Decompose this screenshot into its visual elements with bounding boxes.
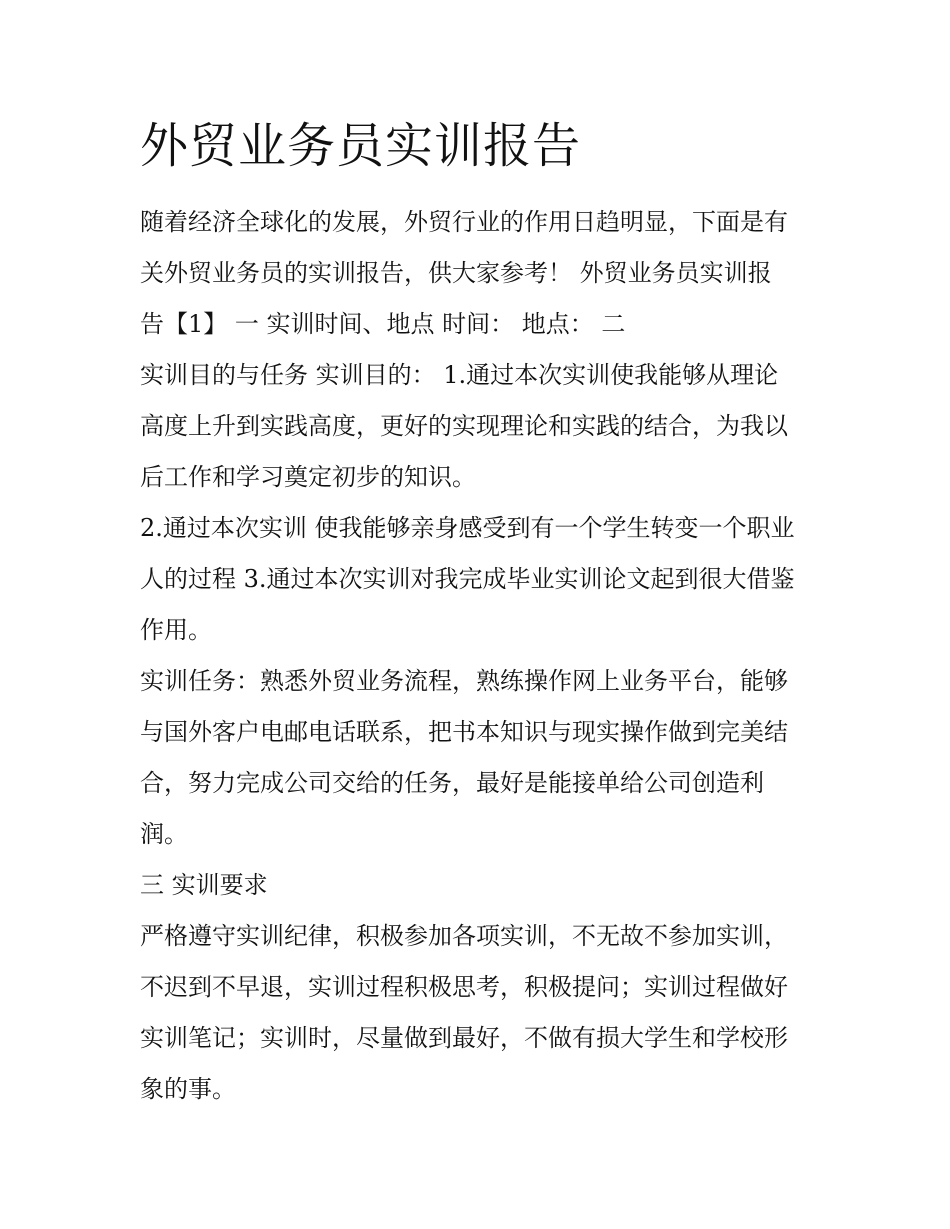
paragraph-line: 实训笔记；实训时，尽量做到最好，不做有损大学生和学校形 bbox=[140, 1024, 788, 1052]
paragraph-line: 严格遵守实训纪律，积极参加各项实训，不无故不参加实训， bbox=[140, 922, 788, 950]
section-heading-requirements bbox=[140, 860, 820, 911]
paragraph-requirements bbox=[140, 911, 820, 1115]
paragraph-line: 实训任务：熟悉外贸业务流程，熟练操作网上业务平台，能够 bbox=[140, 667, 788, 695]
paragraph-line: 告【1】 一 实训时间、地点 时间： 地点： 二 bbox=[140, 310, 626, 338]
paragraph-intro bbox=[140, 197, 820, 350]
paragraph-line: 2.通过本次实训 使我能够亲身感受到有一个学生转变一个职业 bbox=[140, 514, 795, 542]
paragraph-line: 作用。 bbox=[140, 616, 212, 644]
paragraph-line: 人的过程 3.通过本次实训对我完成毕业实训论文起到很大借鉴 bbox=[140, 565, 795, 593]
paragraph-objectives-continued bbox=[140, 503, 820, 656]
paragraph-objectives bbox=[140, 350, 820, 503]
paragraph-line: 实训目的与任务 实训目的： 1.通过本次实训使我能够从理论 bbox=[140, 361, 779, 389]
paragraph-tasks bbox=[140, 656, 820, 860]
paragraph-line: 关外贸业务员的实训报告，供大家参考！ 外贸业务员实训报 bbox=[140, 259, 772, 287]
document-title: 外贸业务员实训报告 bbox=[140, 118, 582, 174]
paragraph-line: 随着经济全球化的发展，外贸行业的作用日趋明显，下面是有 bbox=[140, 208, 788, 236]
paragraph-line: 高度上升到实践高度，更好的实现理论和实践的结合，为我以 bbox=[140, 412, 788, 440]
paragraph-line: 合，努力完成公司交给的任务，最好是能接单给公司创造利 bbox=[140, 769, 764, 797]
paragraph-line: 不迟到不早退，实训过程积极思考，积极提问；实训过程做好 bbox=[140, 973, 788, 1001]
paragraph-line: 后工作和学习奠定初步的知识。 bbox=[140, 463, 476, 491]
document-body bbox=[140, 197, 820, 1115]
paragraph-line: 与国外客户电邮电话联系，把书本知识与现实操作做到完美结 bbox=[140, 718, 788, 746]
paragraph-line: 三 实训要求 bbox=[140, 871, 268, 899]
paragraph-line: 润。 bbox=[140, 820, 188, 848]
paragraph-line: 象的事。 bbox=[140, 1075, 236, 1103]
